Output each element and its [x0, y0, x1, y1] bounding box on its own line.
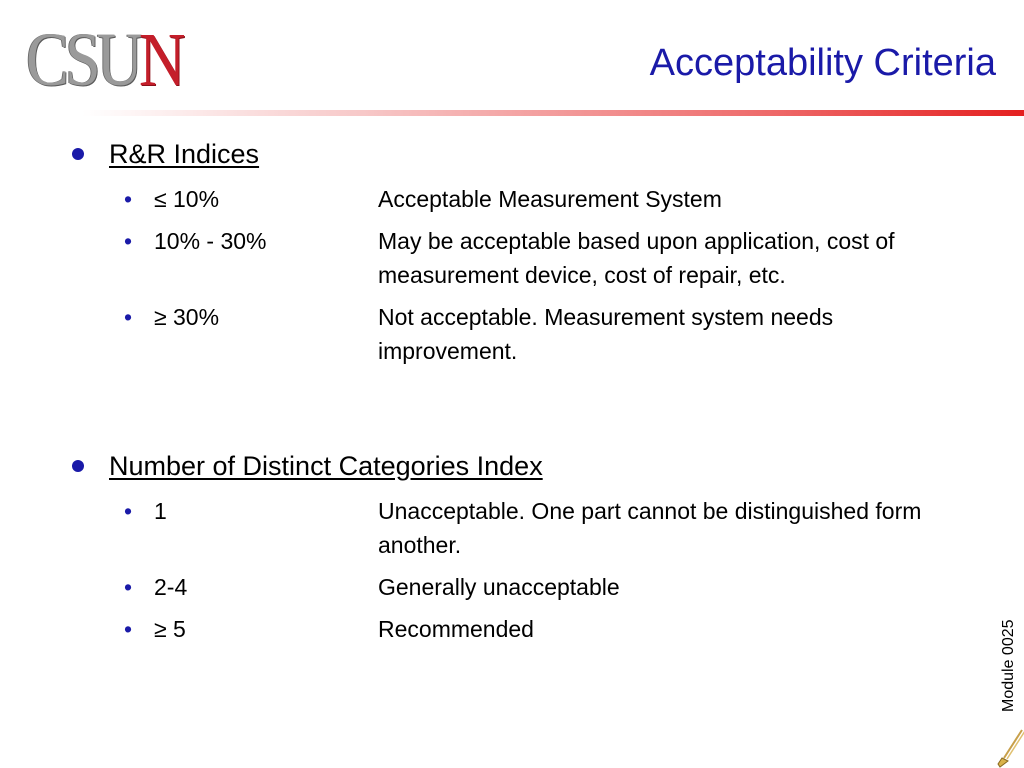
section-distinct-categories — [72, 446, 938, 646]
list-item — [72, 486, 938, 562]
item-list — [72, 486, 938, 646]
item-description: May be acceptable based upon application, cost of measurement device, cost of repair, etc. — [378, 228, 895, 288]
section-heading: Number of Distinct Categories Index — [109, 451, 543, 481]
list-item — [72, 216, 938, 292]
section-heading: R&R Indices — [109, 139, 260, 169]
slide-title: Acceptability Criteria — [649, 42, 996, 84]
logo-csu: CSU — [26, 18, 139, 102]
csun-logo — [26, 18, 182, 102]
item-range: ≥ 5 — [154, 616, 186, 642]
item-range: 2-4 — [154, 574, 188, 600]
list-item — [72, 174, 938, 216]
sub-bullet-icon: • — [124, 574, 133, 600]
module-label: Module 0025 — [1000, 619, 1017, 712]
section-heading-row — [72, 134, 938, 174]
header-rule — [0, 110, 1024, 116]
sub-bullet-icon: • — [124, 228, 133, 254]
list-item — [72, 604, 938, 646]
item-range: ≥ 30% — [154, 304, 220, 330]
item-description: Unacceptable. One part cannot be distinguished form another. — [378, 498, 922, 558]
section-bullet-icon — [72, 460, 84, 472]
logo-n: N — [138, 18, 182, 102]
pen-icon — [992, 728, 1024, 768]
item-list — [72, 174, 938, 368]
list-item — [72, 292, 938, 368]
section-bullet-icon — [72, 148, 84, 160]
item-description: Generally unacceptable — [378, 574, 620, 600]
sub-bullet-icon: • — [124, 186, 133, 212]
sub-bullet-icon: • — [124, 498, 133, 524]
item-range: 1 — [154, 498, 167, 524]
section-heading-row — [72, 446, 938, 486]
list-item — [72, 562, 938, 604]
sub-bullet-icon: • — [124, 616, 133, 642]
section-rr-indices — [72, 134, 938, 368]
item-description: Acceptable Measurement System — [378, 186, 722, 212]
sub-bullet-icon: • — [124, 304, 133, 330]
item-range: 10% - 30% — [154, 228, 267, 254]
item-range: ≤ 10% — [154, 186, 220, 212]
item-description: Not acceptable. Measurement system needs improvement. — [378, 304, 834, 364]
item-description: Recommended — [378, 616, 534, 642]
